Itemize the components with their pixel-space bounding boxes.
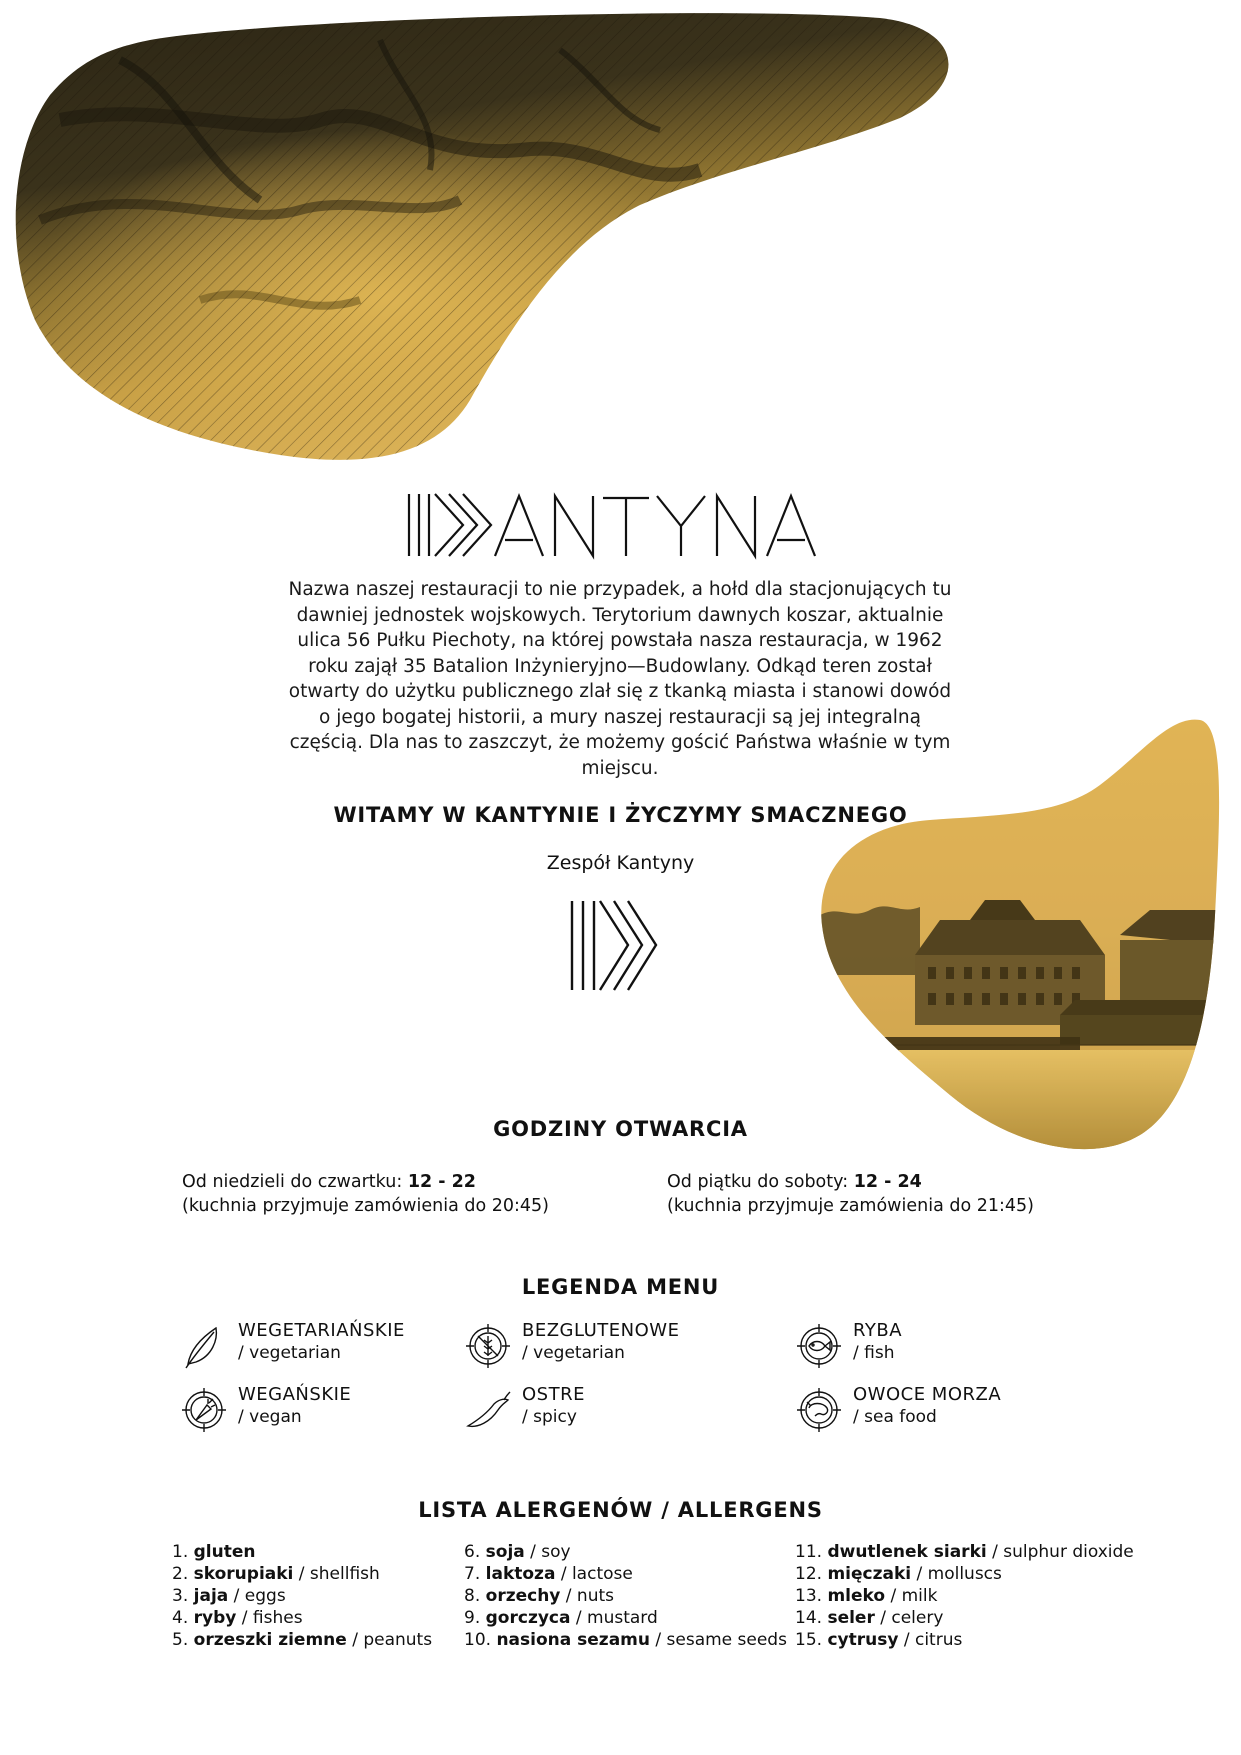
- legend-label-pl: OWOCE MORZA: [853, 1384, 1002, 1405]
- legend-label-en: / vegetarian: [238, 1343, 341, 1363]
- monogram-logo: [568, 898, 668, 993]
- list-item: 12. mięczaki / molluscs: [795, 1564, 1002, 1584]
- legend-item-fish: [795, 1320, 902, 1370]
- list-item: 15. cytrusy / citrus: [795, 1630, 963, 1650]
- legend-item-spicy: [464, 1384, 585, 1434]
- hours-weekday-label: Od niedzieli do czwartku:: [182, 1172, 403, 1192]
- list-item: 3. jaja / eggs: [172, 1586, 286, 1606]
- list-item: 6. soja / soy: [464, 1542, 571, 1562]
- legend-label-en: / vegan: [238, 1407, 302, 1427]
- list-item: 14. seler / celery: [795, 1608, 944, 1628]
- legend-label-en: / fish: [853, 1343, 895, 1363]
- list-item: 5. orzeszki ziemne / peanuts: [172, 1630, 433, 1650]
- top-decorative-image: [0, 0, 1000, 480]
- hours-weekend-label: Od piątku do soboty:: [667, 1172, 849, 1192]
- legend-label-en: / sea food: [853, 1407, 937, 1427]
- list-item: 1. gluten: [172, 1542, 256, 1562]
- legend-label-pl: BEZGLUTENOWE: [522, 1320, 680, 1341]
- list-item: 8. orzechy / nuts: [464, 1586, 614, 1606]
- hours-weekday-time: 12 - 22: [407, 1172, 476, 1192]
- legend-label-en: / spicy: [522, 1407, 577, 1427]
- legend-item-vegetarian: [180, 1320, 405, 1370]
- leaf-icon: [180, 1322, 228, 1370]
- brand-logo: [405, 490, 825, 560]
- hours-weekday-note: (kuchnia przyjmuje zamówienia do 20:45): [182, 1196, 549, 1216]
- legend-label-pl: WEGETARIAŃSKIE: [238, 1320, 405, 1341]
- gluten-free-icon: [464, 1322, 512, 1370]
- hours-weekend: [667, 1170, 1034, 1218]
- list-item: 11. dwutlenek siarki / sulphur dioxide: [795, 1542, 1134, 1562]
- list-item: 9. gorczyca / mustard: [464, 1608, 658, 1628]
- hours-weekend-note: (kuchnia przyjmuje zamówienia do 21:45): [667, 1196, 1034, 1216]
- allergens-title: LISTA ALERGENÓW / ALLERGENS: [418, 1498, 823, 1522]
- list-item: 10. nasiona sezamu / sesame seeds: [464, 1630, 787, 1650]
- allergen-column-1: [172, 1541, 432, 1651]
- list-item: 13. mleko / milk: [795, 1586, 938, 1606]
- signature: Zespół Kantyny: [546, 852, 695, 874]
- hours-weekday: [182, 1170, 549, 1218]
- hours-weekend-time: 12 - 24: [853, 1172, 922, 1192]
- allergen-column-2: [464, 1541, 787, 1651]
- welcome-heading: WITAMY W KANTYNIE I ŻYCZYMY SMACZNEGO: [333, 803, 908, 827]
- intro-paragraph: Nazwa naszej restauracji to nie przypadek, a hołd dla stacjonujących tu dawniej jednostek wojskowych. Terytorium dawnych koszar, aktualnie ulica 56 Pułku Piechoty, na której powstała nasza restauracja, w 1962 roku zajął 35 Batalion Inżynieryjno—Budowlany. Odkąd teren został otwarty do użytku publicznego zlał się z tkanką miasta i stanowi dowód o jego bogatej historii, a mury naszej restauracji są jej integralną częścią. Dla nas to zaszczyt, że możemy gościć Państwa właśnie w tym miejscu.: [288, 579, 952, 779]
- allergen-column-3: [795, 1541, 1134, 1651]
- legend-label-pl: WEGAŃSKIE: [238, 1384, 352, 1405]
- legend-label-en: / vegetarian: [522, 1343, 625, 1363]
- legend-item-seafood: [795, 1384, 1001, 1434]
- legend-label-pl: RYBA: [853, 1320, 903, 1341]
- list-item: 2. skorupiaki / shellfish: [172, 1564, 380, 1584]
- fish-icon: [795, 1322, 843, 1370]
- legend-item-vegan: [180, 1384, 351, 1434]
- carrot-icon: [180, 1386, 228, 1434]
- chili-icon: [464, 1386, 512, 1434]
- list-item: 4. ryby / fishes: [172, 1608, 303, 1628]
- historic-barracks-image: [820, 715, 1220, 1155]
- list-item: 7. laktoza / lactose: [464, 1564, 633, 1584]
- legend-item-gluten-free: [464, 1320, 679, 1370]
- legend-title: LEGENDA MENU: [521, 1275, 720, 1299]
- shrimp-icon: [795, 1386, 843, 1434]
- legend-label-pl: OSTRE: [522, 1384, 585, 1405]
- hours-title: GODZINY OTWARCIA: [493, 1117, 748, 1141]
